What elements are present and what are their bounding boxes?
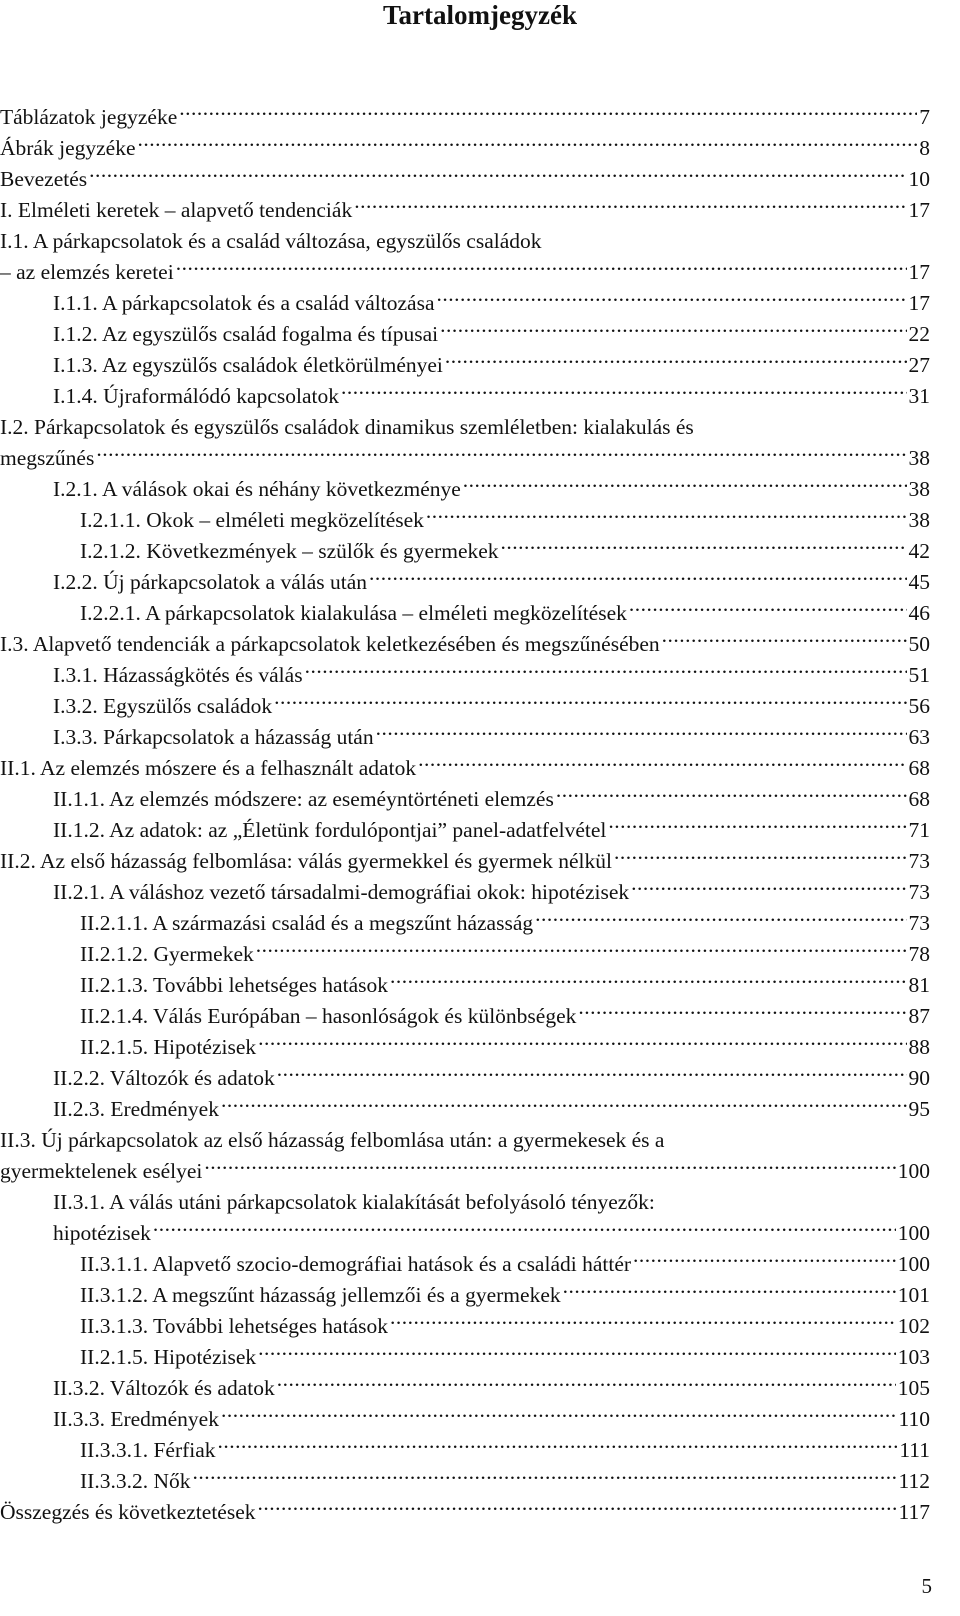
toc-entry-title: II.2.2. Változók és adatok (53, 1066, 275, 1090)
toc-entry-title: I.1.3. Az egyszülős családok életkörülményei (53, 353, 443, 377)
toc-entry-page: 42 (908, 539, 930, 563)
toc-entry-title: I.3.2. Egyszülős családok (53, 694, 273, 718)
dot-leader (629, 868, 906, 899)
toc-entry (0, 124, 930, 160)
toc-entry-page: 90 (908, 1066, 930, 1090)
toc-entry-title: – az elemzés keretei (0, 260, 174, 284)
toc-entry-page: 56 (908, 694, 930, 718)
toc-entry-page: 51 (908, 663, 930, 687)
toc-entry-title: I.2.1.2. Következmények – szülők és gyermekek (80, 539, 499, 563)
toc-entry-title: I.1. A párkapcsolatok és a család változása, egyszülős családok (0, 229, 542, 253)
dot-leader (461, 465, 907, 496)
dot-leader (561, 1271, 896, 1302)
dot-leader (94, 434, 906, 465)
toc-entry-page: 117 (898, 1500, 930, 1524)
toc-entry-page: 17 (908, 198, 930, 222)
toc-entry-title: I.2.1.1. Okok – elméleti megközelítések (80, 508, 424, 532)
dot-leader (660, 620, 907, 651)
toc-entry-page: 88 (908, 1035, 930, 1059)
dot-leader (275, 1054, 907, 1085)
toc-entry-page: 46 (908, 601, 930, 625)
dot-leader (612, 837, 907, 868)
toc-entry-title: I. Elméleti keretek – alapvető tendenciák (0, 198, 353, 222)
toc-entry-title: megszűnés (0, 446, 95, 470)
dot-leader (655, 1178, 928, 1209)
dot-leader (177, 93, 917, 124)
toc-entry (0, 186, 930, 222)
toc-entry-page: 17 (908, 291, 930, 315)
toc-entry (0, 465, 930, 501)
dot-leader (219, 1085, 907, 1116)
dot-leader (374, 713, 907, 744)
toc-entry-page: 10 (908, 167, 930, 191)
dot-leader (694, 403, 928, 434)
toc-entry-title: I.1.2. Az egyszülős család fogalma és típusai (53, 322, 439, 346)
dot-leader (438, 310, 906, 341)
toc-entry-page: 111 (899, 1438, 930, 1462)
toc-entry-page: 95 (908, 1097, 930, 1121)
dot-leader (202, 1147, 895, 1178)
toc-entry-title: II.1. Az elemzés mószere és a felhasznált adatok (0, 756, 417, 780)
toc-entry-page: 101 (897, 1283, 930, 1307)
toc-entry-title: II.2.1.3. További lehetséges hatások (80, 973, 388, 997)
toc-entry-page: 63 (908, 725, 930, 749)
dot-leader (136, 124, 918, 155)
page-number: 5 (921, 1574, 932, 1598)
dot-leader (443, 341, 907, 372)
toc-entry-title: II.2.1.5. Hipotézisek (80, 1345, 257, 1369)
dot-leader (388, 961, 907, 992)
toc-entry-title: II.3.3.1. Férfiak (80, 1438, 216, 1462)
toc-entry-title: II.3. Új párkapcsolatok az első házasság felbomlása után: a gyermekesek és a (0, 1128, 665, 1152)
toc-entry-title: I.3.1. Házasságkötés és válás (53, 663, 303, 687)
toc-entry-page: 112 (898, 1469, 930, 1493)
toc-entry-page: 81 (908, 973, 930, 997)
toc-entry-page: 45 (908, 570, 930, 594)
toc-entry-title: II.3.3.2. Nők (80, 1469, 191, 1493)
dot-leader (388, 1302, 896, 1333)
toc-entry-page: 73 (908, 849, 930, 873)
dot-leader (174, 248, 907, 279)
toc-entry-title: II.2.1. A váláshoz vezető társadalmi-demográfiai okok: hipotézisek (53, 880, 630, 904)
dot-leader (499, 527, 907, 558)
dot-leader (87, 155, 906, 186)
dot-leader (256, 1023, 906, 1054)
table-of-contents (0, 93, 930, 1524)
toc-entry-title: I.2.1. A válások okai és néhány következménye (53, 477, 461, 501)
toc-entry-title: II.2.3. Eredmények (53, 1097, 219, 1121)
dot-leader (435, 279, 907, 310)
dot-leader (272, 682, 906, 713)
dot-leader (367, 558, 906, 589)
toc-entry-page: 68 (908, 756, 930, 780)
toc-entry-title: I.1.1. A párkapcsolatok és a család változása (53, 291, 435, 315)
dot-leader (542, 217, 929, 248)
toc-entry-page: 100 (897, 1252, 930, 1276)
toc-entry-page: 73 (908, 880, 930, 904)
toc-entry (0, 155, 930, 191)
toc-entry-page: 100 (897, 1159, 930, 1183)
toc-entry-title: II.3.1.1. Alapvető szocio-demográfiai hatások és a családi háttér (80, 1252, 632, 1276)
toc-entry-title: Táblázatok jegyzéke (0, 105, 178, 129)
dot-leader (627, 589, 907, 620)
toc-entry-title: II.3.1.3. További lehetséges hatások (80, 1314, 388, 1338)
dot-leader (219, 1395, 897, 1426)
toc-entry-page: 7 (919, 105, 930, 129)
toc-entry-title: II.3.2. Változók és adatok (53, 1376, 275, 1400)
toc-entry-title: II.3.3. Eredmények (53, 1407, 219, 1431)
toc-entry-page: 103 (897, 1345, 930, 1369)
toc-entry-title: II.2.1.5. Hipotézisek (80, 1035, 257, 1059)
toc-entry-title: II.2. Az első házasság felbomlása: válás gyermekkel és gyermek nélkül (0, 849, 612, 873)
toc-entry-page: 38 (908, 477, 930, 501)
page-title: Tartalomjegyzék (383, 0, 577, 30)
toc-entry-title: II.2.1.2. Gyermekek (80, 942, 254, 966)
dot-leader (606, 806, 906, 837)
toc-entry-title: I.2.2.1. A párkapcsolatok kialakulása – elméleti megközelítések (80, 601, 627, 625)
toc-entry-page: 105 (897, 1376, 930, 1400)
toc-entry-title: Bevezetés (0, 167, 88, 191)
dot-leader (533, 899, 906, 930)
toc-entry-title: II.1.2. Az adatok: az „Életünk fordulópontjai” panel-adatfelvétel (53, 818, 607, 842)
toc-entry-page: 38 (908, 446, 930, 470)
toc-entry-title: I.3. Alapvető tendenciák a párkapcsolatok keletkezésében és megszűnésében (0, 632, 660, 656)
toc-entry-page: 50 (908, 632, 930, 656)
toc-entry-page: 17 (908, 260, 930, 284)
toc-entry-page: 110 (898, 1407, 930, 1431)
dot-leader (554, 775, 907, 806)
toc-entry-page: 31 (908, 384, 930, 408)
dot-leader (664, 1116, 928, 1147)
dot-leader (303, 651, 907, 682)
dot-leader (339, 372, 907, 403)
toc-entry (0, 93, 930, 129)
toc-entry-title: I.1.4. Újraformálódó kapcsolatok (53, 384, 339, 408)
dot-leader (424, 496, 907, 527)
toc-entry-title: gyermektelenek esélyei (0, 1159, 203, 1183)
toc-entry-page: 87 (908, 1004, 930, 1028)
toc-entry-title: Ábrák jegyzéke (0, 136, 136, 160)
toc-entry (0, 434, 930, 470)
toc-entry-page: 73 (908, 911, 930, 935)
dot-leader (576, 992, 906, 1023)
toc-entry-page: 100 (897, 1221, 930, 1245)
dot-leader (416, 744, 906, 775)
toc-entry-title: I.2.2. Új párkapcsolatok a válás után (53, 570, 368, 594)
toc-entry-title: I.3.3. Párkapcsolatok a házasság után (53, 725, 374, 749)
toc-entry-title: II.2.1.4. Válás Európában – hasonlóságok és különbségek (80, 1004, 577, 1028)
toc-entry-page: 38 (908, 508, 930, 532)
dot-leader (256, 1333, 896, 1364)
dot-leader (151, 1209, 896, 1240)
toc-entry-title: II.3.1.2. A megszűnt házasság jellemzői és a gyermekek (80, 1283, 561, 1307)
dot-leader (190, 1457, 896, 1488)
dot-leader (216, 1426, 898, 1457)
dot-leader (256, 1488, 897, 1519)
toc-entry-title: II.3.1. A válás utáni párkapcsolatok kialakítását befolyásoló tényezők: (53, 1190, 655, 1214)
toc-entry-title: Összegzés és következtetések (0, 1500, 256, 1524)
toc-entry-title: hipotézisek (53, 1221, 151, 1245)
toc-entry-page: 8 (919, 136, 930, 160)
dot-leader (254, 930, 907, 961)
dot-leader (275, 1364, 896, 1395)
toc-entry-page: 27 (908, 353, 930, 377)
toc-entry-title: II.2.1.1. A származási család és a megszűnt házasság (80, 911, 534, 935)
toc-entry-page: 102 (897, 1314, 930, 1338)
toc-entry-title: I.2. Párkapcsolatok és egyszülős családok dinamikus szemléletben: kialakulás és (0, 415, 694, 439)
dot-leader (631, 1240, 896, 1271)
dot-leader (352, 186, 906, 217)
toc-entry-page: 71 (908, 818, 930, 842)
toc-entry-page: 78 (908, 942, 930, 966)
toc-entry-page: 68 (908, 787, 930, 811)
toc-entry-title: II.1.1. Az elemzés módszere: az eseméyntörténeti elemzés (53, 787, 554, 811)
toc-entry-page: 22 (908, 322, 930, 346)
